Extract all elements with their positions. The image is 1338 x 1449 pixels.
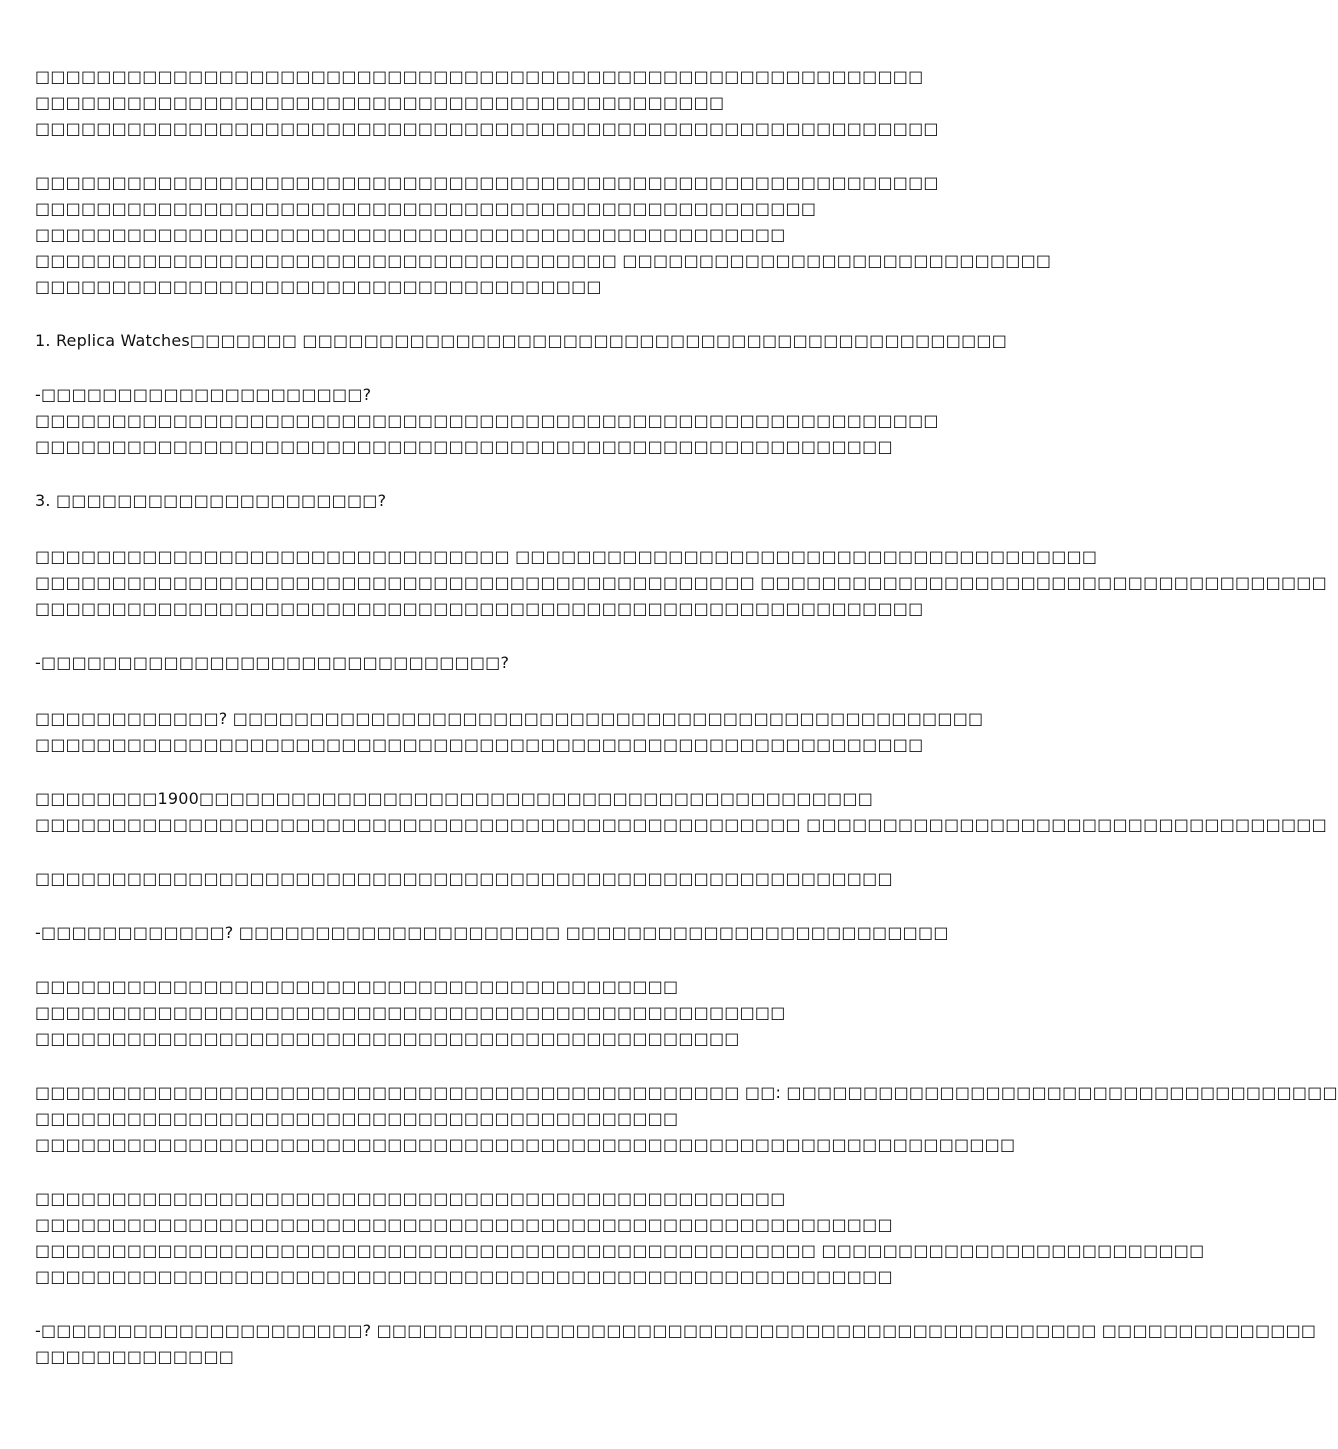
text-line: □□□□□□□□□□□□□□□□□□□□□□□□□□□□□□□□□□□□□□□□□□□□□□□□□□□□□□□□	[35, 1267, 893, 1286]
text-line: □□□□□□□□□□□□□□□□□□□□□□□□□□□□□□□□□□□□□□□□□□□□□□□□□	[35, 1189, 786, 1208]
text-line: □□□□□□□□□□□□□□□□□□□□□□□□□□□□□□□□□□□□□□□□□□□□□□□□□□□□□□□□□□	[35, 67, 924, 86]
text-line: □□□□□□□□□□□□□□□□□□□□□□□□□□□□□□□□□□□□□□□□□□□□□□□□□□□□□□□□□□	[35, 735, 924, 754]
text-line: □□□□□□□□□□□□□□□□□□□□□□□□□□□□□□□□□□□□□□□□□□	[35, 977, 679, 996]
paragraph-7-heading	[35, 650, 984, 676]
text-line: □□□□□□□□□□□□□□□□□□□□□□□□□□□□□□□□□□□□□□□□□□□□□□□□□□□□□□□□□□□	[35, 173, 939, 192]
paragraph-15	[35, 1318, 1317, 1370]
paragraph-8	[35, 706, 984, 758]
paragraph-4	[35, 382, 984, 460]
text-line: □□□□□□□□□□□□□□□□□□□□□□□□□□□□□□□□□□□□□□□□□□□□□	[35, 93, 725, 112]
text-line: □□□□□□□□□□□□□□□□□□□□□□□□□□□□□□□□□□□□□□□□□□□□□□□□□□□	[35, 199, 817, 218]
text-line: -□□□□□□□□□□□□□□□□□□□□□□□□□□□□□□?	[35, 653, 510, 672]
text-line: □□□□□□□□□□□□□□□□□□□□□□□□□□□□□□□□□□□□□□□□□□□□□□□ □□□□□□□□□□□□□□□□□□□□□□□□□□□□□□□□□□□□□	[35, 573, 1327, 592]
text-line: □□□□□□□□□□□□□□□□□□□□□□□□□□□□□□□□□□□□□□□□□□□□□□□□□	[35, 225, 786, 244]
text-line: □□□□□□□□□□□□□□□□□□□□□□□□□□□□□□□□□□□□□	[35, 277, 602, 296]
paragraph-6	[35, 544, 1327, 622]
text-line: 3. □□□□□□□□□□□□□□□□□□□□□?	[35, 491, 387, 510]
paragraph-5-heading	[35, 488, 984, 514]
text-line: □□□□□□□□□□□□□□□□□□□□□□□□□□□□□□□□□□□□□□□□□□□□□□□□□□□□□□□□	[35, 437, 893, 456]
text-line: □□□□□□□□□□□□□□□□□□□□□□□□□□□□□□□□□□□□□□□□□□□□□□	[35, 1029, 740, 1048]
text-line: □□□□□□□□□□□□□□□□□□□□□□□□□□□□□□□□□□□□□□□□□□	[35, 1109, 679, 1128]
text-line: □□□□□□□□1900□□□□□□□□□□□□□□□□□□□□□□□□□□□□□□□□□□□□□□□□□□□□	[35, 789, 874, 808]
text-line: □□□□□□□□□□□□□	[35, 1347, 235, 1366]
paragraph-9	[35, 786, 1327, 838]
paragraph-11-heading	[35, 920, 984, 946]
text-line: □□□□□□□□□□□□□□□□□□□□□□□□□□□□□□□□□□□□□□□□□□□□□□□□□□□□□□□□□□	[35, 599, 924, 618]
paragraph-13	[35, 1080, 1338, 1158]
text-line: □□□□□□□□□□□□□□□□□□□□□□□□□□□□□□□□□□□□□□ □□□□□□□□□□□□□□□□□□□□□□□□□□□□	[35, 251, 1052, 270]
text-line: □□□□□□□□□□□□□□□□□□□□□□□□□□□□□□□□□□□□□□□□□□□□□□□□□□□ □□□□□□□□□□□□□□□□□□□□□□□□□	[35, 1241, 1205, 1260]
text-line: □□□□□□□□□□□□□□□□□□□□□□□□□□□□□□□□□□□□□□□□□□□□□□□□□□□□□□□□	[35, 869, 893, 888]
text-line: □□□□□□□□□□□□□□□□□□□□□□□□□□□□□□□□□□□□□□□□□□□□□□□□□□□□□□□□□□□	[35, 411, 939, 430]
text-line: □□□□□□□□□□□□□□□□□□□□□□□□□□□□□□□□□□□□□□□□□□□□□□□□□□ □□□□□□□□□□□□□□□□□□□□□□□□□□□□□□□□□□	[35, 815, 1327, 834]
text-line: -□□□□□□□□□□□□? □□□□□□□□□□□□□□□□□□□□□ □□□□□□□□□□□□□□□□□□□□□□□□□	[35, 923, 949, 942]
text-line: □□□□□□□□□□□□□□□□□□□□□□□□□□□□□□□□□□□□□□□□□□□□□□ □□: □□□□□□□□□□□□□□□□□□□□□□□□□□□□□□□□□□□□	[35, 1083, 1338, 1102]
paragraph-1	[35, 64, 984, 142]
text-line: □□□□□□□□□□□□□□□□□□□□□□□□□□□□□□□□□□□□□□□□□□□□□□□□□□□□□□□□	[35, 1215, 893, 1234]
text-line: □□□□□□□□□□□□? □□□□□□□□□□□□□□□□□□□□□□□□□□□□□□□□□□□□□□□□□□□□□□□□□	[35, 709, 984, 728]
text-line: □□□□□□□□□□□□□□□□□□□□□□□□□□□□□□□□□□□□□□□□□□□□□□□□□	[35, 1003, 786, 1022]
paragraph-12	[35, 974, 984, 1052]
text-line: □□□□□□□□□□□□□□□□□□□□□□□□□□□□□□□ □□□□□□□□□□□□□□□□□□□□□□□□□□□□□□□□□□□□□□	[35, 547, 1098, 566]
text-line: -□□□□□□□□□□□□□□□□□□□□□?	[35, 385, 372, 404]
paragraph-14	[35, 1186, 1205, 1290]
paragraph-3-heading	[35, 328, 1008, 354]
text-line: -□□□□□□□□□□□□□□□□□□□□□? □□□□□□□□□□□□□□□□□□□□□□□□□□□□□□□□□□□□□□□□□□□□□□□ □□□□□□□□□□□□□□	[35, 1321, 1317, 1340]
paragraph-10	[35, 866, 984, 892]
paragraph-2	[35, 170, 1052, 300]
text-line: 1. Replica Watches□□□□□□□ □□□□□□□□□□□□□□□□□□□□□□□□□□□□□□□□□□□□□□□□□□□□□□	[35, 331, 1008, 350]
text-line: □□□□□□□□□□□□□□□□□□□□□□□□□□□□□□□□□□□□□□□□□□□□□□□□□□□□□□□□□□□□□□□□	[35, 1135, 1016, 1154]
text-line: □□□□□□□□□□□□□□□□□□□□□□□□□□□□□□□□□□□□□□□□□□□□□□□□□□□□□□□□□□□	[35, 119, 939, 138]
